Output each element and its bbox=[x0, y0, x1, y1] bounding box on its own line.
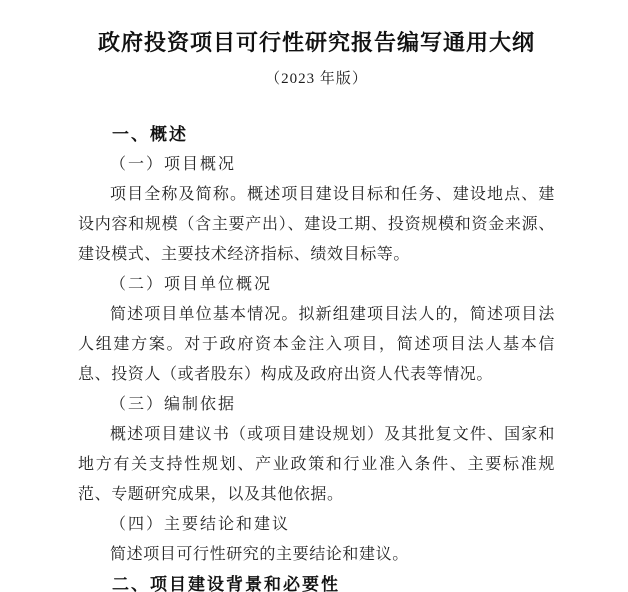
body-paragraph: 概述项目建议书（或项目建设规划）及其批复文件、国家和地方有关支持性规划、产业政策和行业准入条件、主要标准规范、专题研究成果，以及其他依据。 bbox=[78, 426, 555, 503]
body-paragraph: 简述项目单位基本情况。拟新组建项目法人的，简述项目法人组建方案。对于政府资本金注入项目，简述项目法人基本信息、投资人（或者股东）构成及政府出资人代表等情况。 bbox=[78, 306, 555, 383]
section-heading: 二、项目建设背景和必要性 bbox=[112, 575, 340, 592]
subsection-heading: （二）项目单位概况 bbox=[110, 276, 273, 293]
document-subtitle: （2023 年版） bbox=[265, 71, 368, 87]
body-paragraph: 项目全称及简称。概述项目建设目标和任务、建设地点、建设内容和规模（含主要产出）、建设工期、投资规模和资金来源、建设模式、主要技术经济指标、绩效目标等。 bbox=[78, 186, 555, 263]
subsection-heading: （三）编制依据 bbox=[110, 396, 237, 413]
section-heading: 一、概述 bbox=[112, 125, 188, 144]
body-paragraph: 简述项目可行性研究的主要结论和建议。 bbox=[110, 546, 409, 563]
subsection-heading: （一）项目概况 bbox=[110, 156, 237, 173]
subsection-heading: （四）主要结论和建议 bbox=[110, 516, 291, 533]
document-body bbox=[78, 120, 555, 592]
document-title: 政府投资项目可行性研究报告编写通用大纲 bbox=[97, 30, 535, 55]
